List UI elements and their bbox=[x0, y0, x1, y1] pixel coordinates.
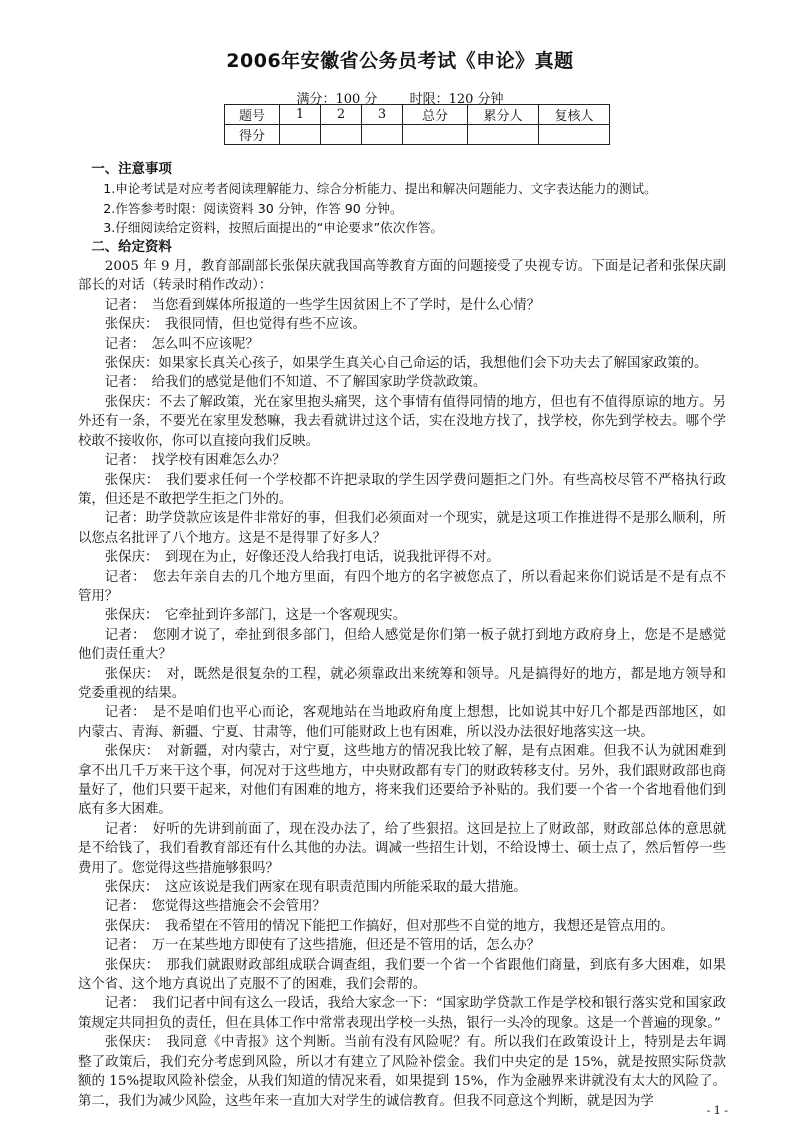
section-heading-notes: 一、注意事项 bbox=[91, 162, 172, 177]
note-item: 1.申论考试是对应考者阅读理解能力、综合分析能力、提出和解决问题能力、文字表达能力的测试。 bbox=[103, 181, 657, 197]
score-header-cell: 累分人 bbox=[468, 105, 539, 125]
dialogue-line: 张保庆： 我们要求任何一个学校都不许把录取的学生因学费问题拒之门外。有些高校尽管不严格执行政策，但还是不敢把学生拒之门外的。 bbox=[78, 472, 726, 507]
dialogue-line: 记者： 找学校有困难怎么办？ bbox=[104, 453, 286, 469]
score-header-cell: 1 bbox=[280, 105, 321, 125]
dialogue-line: 记者： 给我们的感觉是他们不知道、不了解国家助学贷款政策。 bbox=[104, 375, 487, 391]
score-cell bbox=[280, 125, 321, 145]
note-item: 2.作答参考时限：阅读资料 30 分钟，作答 90 分钟。 bbox=[103, 200, 403, 216]
dialogue-line: 记者： 是不是咱们也平心而论，客观地站在当地政府角度上想想，比如说其中好几个都是西部地区，如内蒙古、青海、新疆、宁夏、甘肃等，他们可能财政上也有困难，所以没办法很好地落实这一块。 bbox=[78, 705, 726, 740]
dialogue-line: 张保庆： 我很同情，但也觉得有些不应该。 bbox=[104, 317, 366, 333]
dialogue-line: 记者：助学贷款应该是件非常好的事，但我们必须面对一个现实，就是这项工作推进得不是那么顺利，所以您点名批评了八个地方。这是不是得罪了好多人？ bbox=[78, 511, 726, 546]
score-header-cell: 总分 bbox=[403, 105, 468, 125]
score-header-cell: 2 bbox=[321, 105, 362, 125]
dialogue-line: 记者： 您觉得这些措施会不会管用？ bbox=[104, 899, 326, 915]
score-cell bbox=[362, 125, 403, 145]
material-paragraph: 2005 年 9 月，教育部副部长张保庆就我国高等教育方面的问题接受了央视专访。下面是记者和张保庆副部长的对话（转录时稍作改动）： bbox=[78, 259, 726, 294]
score-row-label: 得分 bbox=[225, 125, 280, 145]
page-title: 2006年安徽省公务员考试《申论》真题 bbox=[226, 50, 574, 72]
score-cell bbox=[403, 125, 468, 145]
score-cell bbox=[321, 125, 362, 145]
score-header-cell: 3 bbox=[362, 105, 403, 125]
dialogue-line: 张保庆： 那我们就跟财政部组成联合调查组，我们要一个省一个省跟他们商量，到底有多大困难，如果这个省、这个地方真说出了克服不了的困难，我们会帮的。 bbox=[78, 957, 726, 993]
score-cell bbox=[468, 125, 539, 145]
full-score-label: 满分：100 分 bbox=[296, 92, 378, 107]
dialogue-line: 张保庆： 它牵扯到许多部门，这是一个客观现实。 bbox=[104, 608, 407, 624]
dialogue-line: 张保庆：如果家长真关心孩子，如果学生真关心自己命运的话，我想他们会下功夫去了解国家政策的。 bbox=[104, 356, 708, 372]
score-table-score-row bbox=[225, 125, 610, 145]
score-header-cell: 复核人 bbox=[539, 105, 610, 125]
dialogue-line: 记者： 怎么叫不应该呢？ bbox=[104, 336, 259, 352]
dialogue-line: 记者： 您刚才说了，牵扯到很多部门，但给人感觉是你们第一板子就打到地方政府身上，您是不是感觉他们责任重大？ bbox=[78, 627, 726, 663]
dialogue-line: 记者： 您去年亲自去的几个地方里面，有四个地方的名字被您点了，所以看起来你们说话是不是有点不管用？ bbox=[78, 569, 726, 604]
note-item: 3.仔细阅读给定资料，按照后面提出的“申论要求”依次作答。 bbox=[103, 220, 444, 236]
document-body bbox=[78, 160, 726, 1111]
dialogue-line: 张保庆： 我同意《中青报》这个判断。当前有没有风险呢？有。所以我们在政策设计上，特别是去年调整了政策后，我们充分考虑到风险，所以才有建立了风险补偿金。我们中央定的是 15%，就是按照实际贷款额的 15%提取风险补偿金，从我们知道的情况来看，如果提到 15%，作为金融界来讲就没有太大的风险了。第二，我们为减少风险，这些年来一直加大对学生的诚信教育。但我不同意这个判断，就是因为学 bbox=[78, 1035, 726, 1109]
dialogue-line: 张保庆： 我希望在不管用的情况下能把工作搞好，但对那些不自觉的地方，我想还是管点用的。 bbox=[104, 918, 674, 934]
dialogue-line: 张保庆： 到现在为止，好像还没人给我打电话，说我批评得不对。 bbox=[104, 550, 500, 566]
dialogue-line: 张保庆： 对新疆，对内蒙古，对宁夏，这些地方的情况我比较了解，是有点困难。但我不认为就困难到拿不出几千万来干这个事，何况对于这些地方，中央财政都有专门的财政转移支付。另外，我们跟财政部也商量好了，他们只要干起来，对他们有困难的地方，将来我们还要给予补贴的。我们要一个省一个省地看他们到底有多大困难。 bbox=[78, 744, 726, 818]
section-heading-materials: 二、给定资料 bbox=[91, 239, 172, 255]
dialogue-line: 记者： 当您看到媒体所报道的一些学生因贫困上不了学时，是什么心情？ bbox=[104, 297, 540, 313]
dialogue-line: 记者： 我们记者中间有这么一段话，我给大家念一下：“国家助学贷款工作是学校和银行落实党和国家政策规定共同担负的责任，但在具体工作中常常表现出学校一头热，银行一头冷的现象。这是一个普遍的现象。” bbox=[78, 996, 726, 1031]
score-table bbox=[224, 104, 610, 145]
page-number: - 1 - bbox=[706, 1104, 728, 1117]
dialogue-line: 张保庆： 对，既然是很复杂的工程，就必须靠政出来统筹和领导。凡是搞得好的地方，都是地方领导和党委重视的结果。 bbox=[78, 666, 726, 701]
dialogue-line: 张保庆： 这应该说是我们两家在现有职责范围内所能采取的最大措施。 bbox=[104, 880, 527, 896]
dialogue-line: 张保庆：不去了解政策，光在家里抱头痛哭，这个事情有值得同情的地方，但也有不值得原谅的地方。另外还有一条，不要光在家里发愁嘛，我去看就讲过这个话，实在没地方找了，找学校，你先到学校去。哪个学校敢不接收你，你可以直接向我们反映。 bbox=[78, 394, 726, 449]
dialogue-line: 记者： 好听的先讲到前面了，现在没办法了，给了些狠招。这回是拉上了财政部，财政部总体的意思就是不给钱了，我们看教育部还有什么其他的办法。调减一些招生计划，不给设博士、硕士点了，然后暂停一些费用了。您觉得这些措施够狠吗？ bbox=[78, 821, 726, 876]
score-cell bbox=[539, 125, 610, 145]
time-limit-label: 时限：120 分钟 bbox=[409, 92, 504, 107]
score-table-header-row bbox=[225, 105, 610, 125]
score-header-cell: 题号 bbox=[225, 105, 280, 125]
dialogue-line: 记者： 万一在某些地方即使有了这些措施，但还是不管用的话，怎么办？ bbox=[104, 938, 540, 954]
